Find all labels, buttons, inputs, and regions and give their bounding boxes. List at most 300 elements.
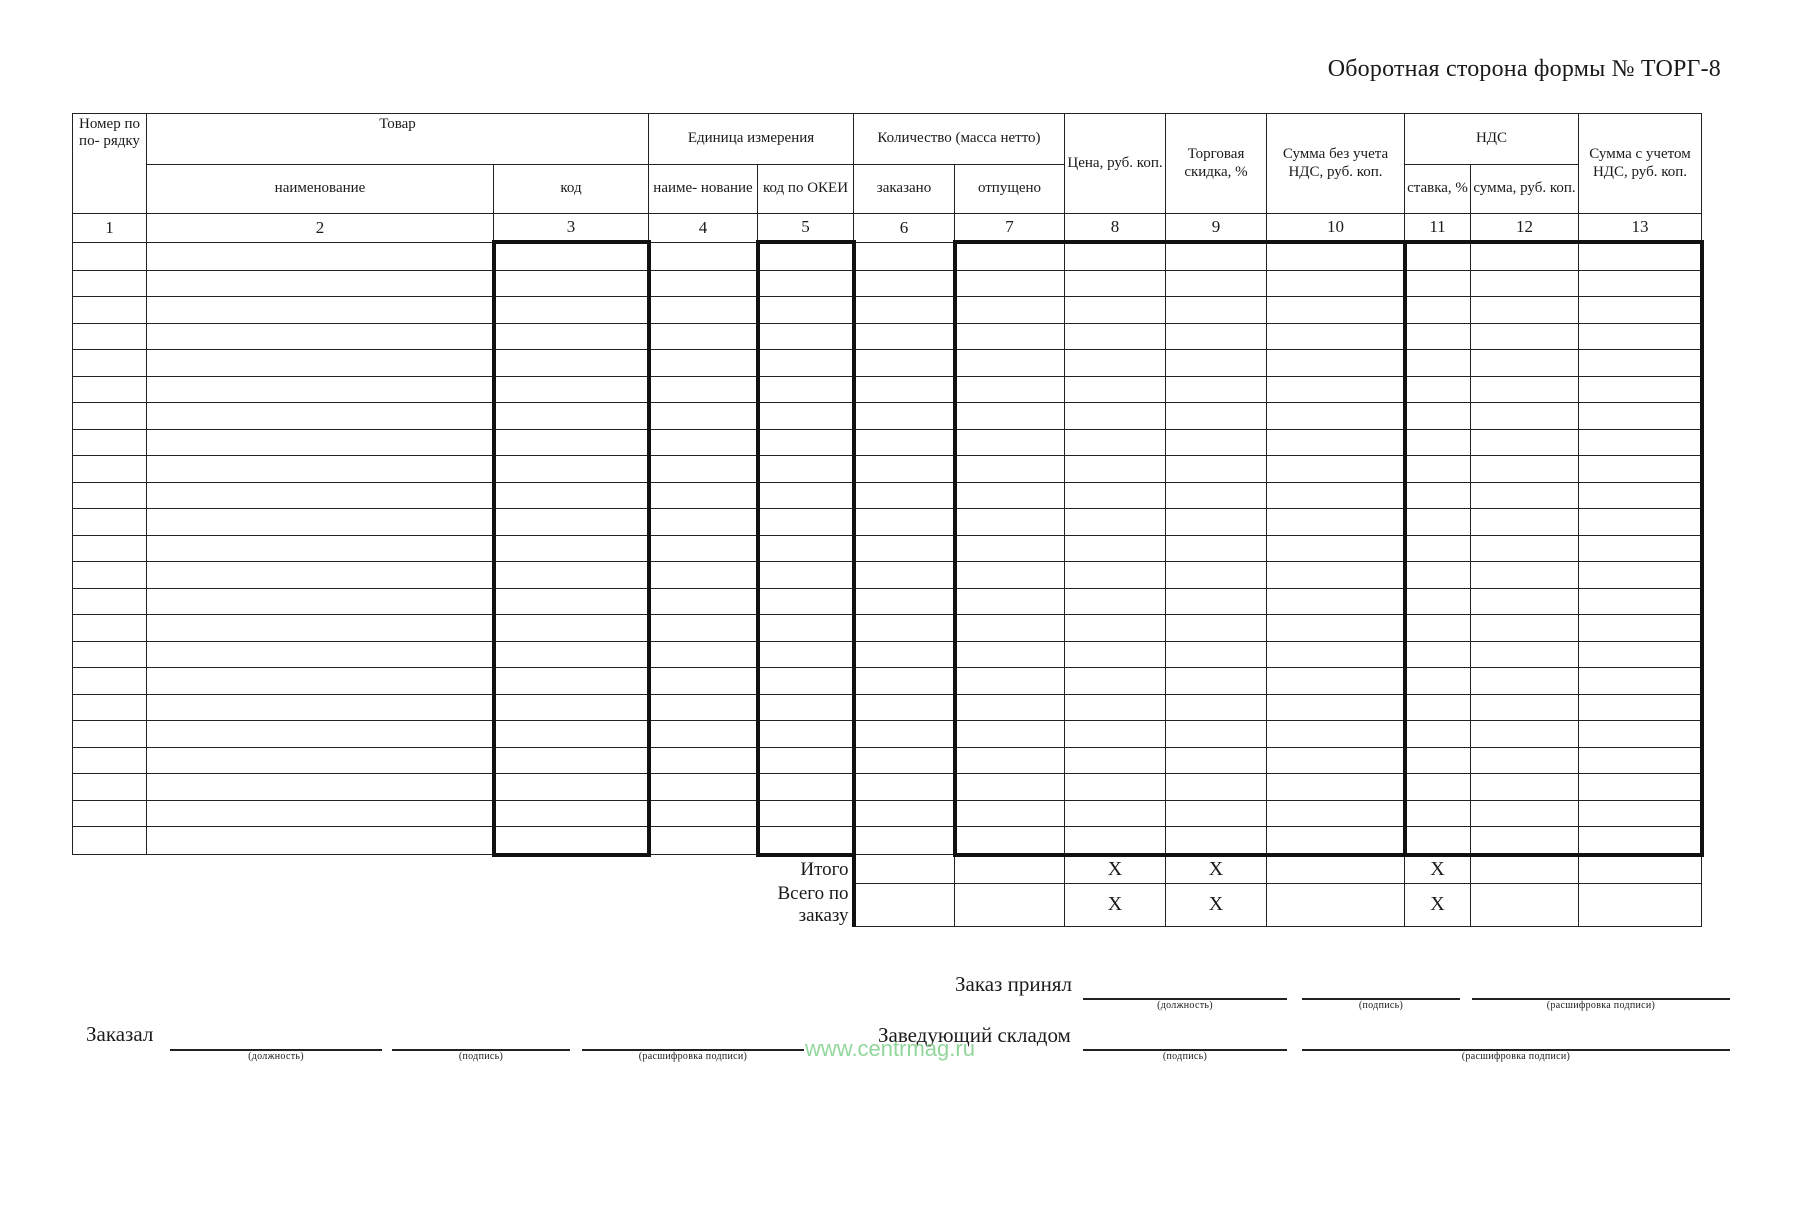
- table-cell[interactable]: [1471, 297, 1579, 324]
- table-cell[interactable]: [147, 694, 494, 721]
- table-cell[interactable]: [854, 800, 955, 827]
- table-cell[interactable]: [147, 535, 494, 562]
- table-cell[interactable]: [73, 242, 147, 270]
- table-cell[interactable]: [1166, 588, 1267, 615]
- table-cell[interactable]: [1166, 297, 1267, 324]
- table-cell[interactable]: [494, 429, 649, 456]
- total-released[interactable]: [955, 883, 1065, 927]
- table-cell[interactable]: [1471, 429, 1579, 456]
- table-cell[interactable]: [854, 827, 955, 855]
- table-cell[interactable]: [494, 297, 649, 324]
- table-cell[interactable]: [649, 694, 758, 721]
- table-cell[interactable]: [1267, 694, 1405, 721]
- table-cell[interactable]: [854, 668, 955, 695]
- table-cell[interactable]: [758, 429, 854, 456]
- table-cell[interactable]: [1166, 403, 1267, 430]
- table-cell[interactable]: [854, 323, 955, 350]
- table-cell[interactable]: [1471, 562, 1579, 589]
- table-cell[interactable]: [73, 800, 147, 827]
- table-cell[interactable]: [494, 641, 649, 668]
- table-cell[interactable]: [758, 641, 854, 668]
- table-cell[interactable]: [73, 721, 147, 748]
- table-cell[interactable]: [758, 721, 854, 748]
- table-cell[interactable]: [1267, 668, 1405, 695]
- table-cell[interactable]: [1579, 270, 1702, 297]
- table-cell[interactable]: [147, 641, 494, 668]
- table-cell[interactable]: [1166, 456, 1267, 483]
- table-cell[interactable]: [1065, 509, 1166, 536]
- table-cell[interactable]: [1166, 800, 1267, 827]
- table-cell[interactable]: [1065, 615, 1166, 642]
- table-cell[interactable]: [1166, 747, 1267, 774]
- table-cell[interactable]: [1166, 509, 1267, 536]
- table-cell[interactable]: [73, 694, 147, 721]
- table-cell[interactable]: [147, 376, 494, 403]
- table-cell[interactable]: [1405, 747, 1471, 774]
- table-cell[interactable]: [147, 323, 494, 350]
- table-cell[interactable]: [758, 562, 854, 589]
- table-cell[interactable]: [1405, 297, 1471, 324]
- table-cell[interactable]: [494, 721, 649, 748]
- table-cell[interactable]: [1267, 615, 1405, 642]
- table-cell[interactable]: [649, 827, 758, 855]
- table-cell[interactable]: [649, 242, 758, 270]
- table-cell[interactable]: [758, 827, 854, 855]
- table-cell[interactable]: [73, 403, 147, 430]
- table-cell[interactable]: [1166, 535, 1267, 562]
- table-cell[interactable]: [649, 641, 758, 668]
- table-cell[interactable]: [955, 588, 1065, 615]
- table-cell[interactable]: [1579, 694, 1702, 721]
- table-cell[interactable]: [1267, 350, 1405, 377]
- table-cell[interactable]: [1166, 641, 1267, 668]
- table-cell[interactable]: [1405, 270, 1471, 297]
- table-cell[interactable]: [494, 668, 649, 695]
- table-cell[interactable]: [1471, 588, 1579, 615]
- table-cell[interactable]: [1065, 668, 1166, 695]
- table-cell[interactable]: [1065, 242, 1166, 270]
- table-cell[interactable]: [955, 403, 1065, 430]
- table-cell[interactable]: [854, 429, 955, 456]
- table-cell[interactable]: [1471, 270, 1579, 297]
- table-cell[interactable]: [649, 747, 758, 774]
- table-cell[interactable]: [1471, 482, 1579, 509]
- table-cell[interactable]: [758, 376, 854, 403]
- table-cell[interactable]: [1405, 721, 1471, 748]
- table-cell[interactable]: [649, 668, 758, 695]
- table-cell[interactable]: [1267, 721, 1405, 748]
- table-cell[interactable]: [1405, 774, 1471, 801]
- table-cell[interactable]: [147, 509, 494, 536]
- table-cell[interactable]: [494, 403, 649, 430]
- table-cell[interactable]: [955, 535, 1065, 562]
- table-cell[interactable]: [1166, 376, 1267, 403]
- table-cell[interactable]: [73, 615, 147, 642]
- table-cell[interactable]: [758, 323, 854, 350]
- table-cell[interactable]: [147, 827, 494, 855]
- table-cell[interactable]: [494, 615, 649, 642]
- table-cell[interactable]: [955, 721, 1065, 748]
- table-cell[interactable]: [1065, 774, 1166, 801]
- table-cell[interactable]: [649, 774, 758, 801]
- table-cell[interactable]: [758, 482, 854, 509]
- table-cell[interactable]: [73, 562, 147, 589]
- table-cell[interactable]: [1579, 668, 1702, 695]
- table-cell[interactable]: [955, 509, 1065, 536]
- table-cell[interactable]: [854, 482, 955, 509]
- table-cell[interactable]: [758, 509, 854, 536]
- table-cell[interactable]: [758, 747, 854, 774]
- table-cell[interactable]: [1267, 747, 1405, 774]
- table-cell[interactable]: [494, 376, 649, 403]
- table-cell[interactable]: [494, 482, 649, 509]
- table-cell[interactable]: [1267, 774, 1405, 801]
- table-cell[interactable]: [955, 297, 1065, 324]
- table-cell[interactable]: [1267, 482, 1405, 509]
- table-cell[interactable]: [649, 376, 758, 403]
- table-cell[interactable]: [1065, 429, 1166, 456]
- table-cell[interactable]: [1405, 403, 1471, 430]
- table-cell[interactable]: [147, 482, 494, 509]
- table-cell[interactable]: [649, 588, 758, 615]
- table-cell[interactable]: [1065, 747, 1166, 774]
- table-cell[interactable]: [494, 694, 649, 721]
- table-cell[interactable]: [1267, 456, 1405, 483]
- table-cell[interactable]: [649, 535, 758, 562]
- subtotal-vat-sum[interactable]: [1471, 855, 1579, 884]
- table-cell[interactable]: [1065, 800, 1166, 827]
- table-cell[interactable]: [1166, 827, 1267, 855]
- table-cell[interactable]: [1471, 323, 1579, 350]
- total-ordered[interactable]: [854, 883, 955, 927]
- table-cell[interactable]: [649, 482, 758, 509]
- table-cell[interactable]: [1166, 668, 1267, 695]
- table-cell[interactable]: [649, 456, 758, 483]
- table-cell[interactable]: [1267, 827, 1405, 855]
- table-cell[interactable]: [955, 747, 1065, 774]
- table-cell[interactable]: [1579, 350, 1702, 377]
- table-cell[interactable]: [73, 323, 147, 350]
- table-cell[interactable]: [649, 800, 758, 827]
- table-cell[interactable]: [147, 615, 494, 642]
- table-cell[interactable]: [1471, 350, 1579, 377]
- table-cell[interactable]: [1065, 694, 1166, 721]
- table-cell[interactable]: [1166, 482, 1267, 509]
- table-cell[interactable]: [494, 323, 649, 350]
- table-cell[interactable]: [494, 350, 649, 377]
- table-cell[interactable]: [1065, 535, 1166, 562]
- table-cell[interactable]: [758, 535, 854, 562]
- table-cell[interactable]: [854, 350, 955, 377]
- table-cell[interactable]: [955, 827, 1065, 855]
- table-cell[interactable]: [1267, 376, 1405, 403]
- table-cell[interactable]: [1579, 588, 1702, 615]
- table-cell[interactable]: [955, 482, 1065, 509]
- table-cell[interactable]: [147, 588, 494, 615]
- table-cell[interactable]: [73, 376, 147, 403]
- table-cell[interactable]: [494, 588, 649, 615]
- table-cell[interactable]: [1267, 509, 1405, 536]
- total-sum-with-vat[interactable]: [1579, 883, 1702, 927]
- table-cell[interactable]: [1405, 242, 1471, 270]
- table-cell[interactable]: [1065, 721, 1166, 748]
- table-cell[interactable]: [73, 774, 147, 801]
- table-cell[interactable]: [758, 615, 854, 642]
- table-cell[interactable]: [1405, 429, 1471, 456]
- table-cell[interactable]: [649, 721, 758, 748]
- table-cell[interactable]: [854, 615, 955, 642]
- table-cell[interactable]: [758, 270, 854, 297]
- table-cell[interactable]: [1405, 535, 1471, 562]
- table-cell[interactable]: [1471, 800, 1579, 827]
- table-cell[interactable]: [1579, 509, 1702, 536]
- table-cell[interactable]: [1267, 270, 1405, 297]
- table-cell[interactable]: [1579, 800, 1702, 827]
- table-cell[interactable]: [1065, 827, 1166, 855]
- table-cell[interactable]: [1065, 456, 1166, 483]
- table-cell[interactable]: [854, 721, 955, 748]
- table-cell[interactable]: [1579, 323, 1702, 350]
- table-cell[interactable]: [1267, 800, 1405, 827]
- table-cell[interactable]: [758, 350, 854, 377]
- table-cell[interactable]: [1579, 376, 1702, 403]
- table-cell[interactable]: [1065, 376, 1166, 403]
- table-cell[interactable]: [1065, 588, 1166, 615]
- table-cell[interactable]: [649, 270, 758, 297]
- table-cell[interactable]: [1471, 694, 1579, 721]
- table-cell[interactable]: [1579, 827, 1702, 855]
- table-cell[interactable]: [1471, 376, 1579, 403]
- table-cell[interactable]: [73, 509, 147, 536]
- subtotal-sum-no-vat[interactable]: [1267, 855, 1405, 884]
- table-cell[interactable]: [1267, 242, 1405, 270]
- table-cell[interactable]: [73, 827, 147, 855]
- table-cell[interactable]: [649, 350, 758, 377]
- table-cell[interactable]: [147, 721, 494, 748]
- total-vat-sum[interactable]: [1471, 883, 1579, 927]
- table-cell[interactable]: [73, 482, 147, 509]
- table-cell[interactable]: [494, 774, 649, 801]
- table-cell[interactable]: [147, 270, 494, 297]
- table-cell[interactable]: [955, 562, 1065, 589]
- table-cell[interactable]: [955, 376, 1065, 403]
- table-cell[interactable]: [1267, 429, 1405, 456]
- table-cell[interactable]: [1065, 562, 1166, 589]
- table-cell[interactable]: [73, 588, 147, 615]
- table-cell[interactable]: [1471, 242, 1579, 270]
- table-cell[interactable]: [147, 456, 494, 483]
- table-cell[interactable]: [1166, 429, 1267, 456]
- table-cell[interactable]: [854, 774, 955, 801]
- table-cell[interactable]: [73, 429, 147, 456]
- table-cell[interactable]: [1405, 827, 1471, 855]
- total-sum-no-vat[interactable]: [1267, 883, 1405, 927]
- table-cell[interactable]: [1166, 562, 1267, 589]
- table-cell[interactable]: [1065, 350, 1166, 377]
- table-cell[interactable]: [649, 562, 758, 589]
- table-cell[interactable]: [854, 297, 955, 324]
- table-cell[interactable]: [1065, 403, 1166, 430]
- table-cell[interactable]: [1579, 482, 1702, 509]
- table-cell[interactable]: [1065, 323, 1166, 350]
- table-cell[interactable]: [1166, 694, 1267, 721]
- table-cell[interactable]: [1405, 562, 1471, 589]
- table-cell[interactable]: [854, 588, 955, 615]
- table-cell[interactable]: [494, 456, 649, 483]
- table-cell[interactable]: [955, 641, 1065, 668]
- table-cell[interactable]: [147, 297, 494, 324]
- table-cell[interactable]: [955, 615, 1065, 642]
- table-cell[interactable]: [73, 668, 147, 695]
- table-cell[interactable]: [1166, 323, 1267, 350]
- table-cell[interactable]: [147, 800, 494, 827]
- table-cell[interactable]: [494, 242, 649, 270]
- table-cell[interactable]: [494, 747, 649, 774]
- subtotal-sum-with-vat[interactable]: [1579, 855, 1702, 884]
- table-cell[interactable]: [955, 694, 1065, 721]
- table-cell[interactable]: [494, 270, 649, 297]
- table-cell[interactable]: [854, 270, 955, 297]
- table-cell[interactable]: [494, 827, 649, 855]
- table-cell[interactable]: [649, 403, 758, 430]
- table-cell[interactable]: [1267, 588, 1405, 615]
- table-cell[interactable]: [854, 509, 955, 536]
- table-cell[interactable]: [649, 323, 758, 350]
- table-cell[interactable]: [1471, 721, 1579, 748]
- table-cell[interactable]: [1405, 641, 1471, 668]
- table-cell[interactable]: [1166, 242, 1267, 270]
- table-cell[interactable]: [147, 403, 494, 430]
- table-cell[interactable]: [854, 456, 955, 483]
- table-cell[interactable]: [73, 535, 147, 562]
- table-cell[interactable]: [73, 270, 147, 297]
- table-cell[interactable]: [1405, 482, 1471, 509]
- table-cell[interactable]: [1405, 694, 1471, 721]
- table-cell[interactable]: [1579, 403, 1702, 430]
- table-cell[interactable]: [1267, 323, 1405, 350]
- table-cell[interactable]: [1166, 350, 1267, 377]
- table-cell[interactable]: [649, 297, 758, 324]
- table-cell[interactable]: [494, 509, 649, 536]
- table-cell[interactable]: [758, 403, 854, 430]
- table-cell[interactable]: [73, 297, 147, 324]
- table-cell[interactable]: [494, 800, 649, 827]
- table-cell[interactable]: [1579, 721, 1702, 748]
- table-cell[interactable]: [1471, 747, 1579, 774]
- table-cell[interactable]: [147, 562, 494, 589]
- table-cell[interactable]: [649, 615, 758, 642]
- table-cell[interactable]: [1065, 482, 1166, 509]
- table-cell[interactable]: [955, 323, 1065, 350]
- table-cell[interactable]: [758, 694, 854, 721]
- table-cell[interactable]: [1267, 562, 1405, 589]
- table-cell[interactable]: [147, 747, 494, 774]
- table-cell[interactable]: [1166, 615, 1267, 642]
- table-cell[interactable]: [758, 456, 854, 483]
- table-cell[interactable]: [1405, 800, 1471, 827]
- table-cell[interactable]: [1579, 429, 1702, 456]
- table-cell[interactable]: [1579, 242, 1702, 270]
- table-cell[interactable]: [758, 774, 854, 801]
- table-cell[interactable]: [854, 562, 955, 589]
- table-cell[interactable]: [73, 456, 147, 483]
- table-cell[interactable]: [854, 694, 955, 721]
- table-cell[interactable]: [1579, 641, 1702, 668]
- table-cell[interactable]: [1579, 562, 1702, 589]
- table-cell[interactable]: [1471, 615, 1579, 642]
- table-cell[interactable]: [758, 242, 854, 270]
- table-cell[interactable]: [1471, 403, 1579, 430]
- table-cell[interactable]: [1579, 615, 1702, 642]
- table-cell[interactable]: [1405, 376, 1471, 403]
- table-cell[interactable]: [1471, 668, 1579, 695]
- table-cell[interactable]: [1065, 270, 1166, 297]
- table-cell[interactable]: [955, 242, 1065, 270]
- table-cell[interactable]: [854, 242, 955, 270]
- table-cell[interactable]: [955, 774, 1065, 801]
- table-cell[interactable]: [854, 535, 955, 562]
- table-cell[interactable]: [1405, 615, 1471, 642]
- table-cell[interactable]: [854, 376, 955, 403]
- table-cell[interactable]: [649, 429, 758, 456]
- table-cell[interactable]: [854, 641, 955, 668]
- table-cell[interactable]: [1579, 747, 1702, 774]
- table-cell[interactable]: [1405, 323, 1471, 350]
- table-cell[interactable]: [494, 535, 649, 562]
- table-cell[interactable]: [758, 588, 854, 615]
- table-cell[interactable]: [955, 350, 1065, 377]
- table-cell[interactable]: [147, 242, 494, 270]
- table-cell[interactable]: [758, 297, 854, 324]
- table-cell[interactable]: [147, 429, 494, 456]
- table-cell[interactable]: [1405, 456, 1471, 483]
- table-cell[interactable]: [1471, 774, 1579, 801]
- table-cell[interactable]: [854, 747, 955, 774]
- table-cell[interactable]: [73, 641, 147, 668]
- table-cell[interactable]: [494, 562, 649, 589]
- table-cell[interactable]: [147, 350, 494, 377]
- table-cell[interactable]: [1166, 270, 1267, 297]
- table-cell[interactable]: [1405, 588, 1471, 615]
- table-cell[interactable]: [1471, 456, 1579, 483]
- table-cell[interactable]: [1579, 297, 1702, 324]
- table-cell[interactable]: [1579, 456, 1702, 483]
- table-cell[interactable]: [1471, 509, 1579, 536]
- table-cell[interactable]: [1267, 403, 1405, 430]
- subtotal-ordered[interactable]: [854, 855, 955, 884]
- table-cell[interactable]: [758, 668, 854, 695]
- table-cell[interactable]: [649, 509, 758, 536]
- table-cell[interactable]: [854, 403, 955, 430]
- table-cell[interactable]: [147, 774, 494, 801]
- table-cell[interactable]: [1166, 774, 1267, 801]
- table-cell[interactable]: [1065, 641, 1166, 668]
- table-cell[interactable]: [955, 668, 1065, 695]
- table-cell[interactable]: [1267, 641, 1405, 668]
- table-cell[interactable]: [147, 668, 494, 695]
- table-cell[interactable]: [1065, 297, 1166, 324]
- table-cell[interactable]: [1166, 721, 1267, 748]
- table-cell[interactable]: [955, 270, 1065, 297]
- table-cell[interactable]: [1471, 641, 1579, 668]
- table-cell[interactable]: [73, 747, 147, 774]
- table-cell[interactable]: [955, 429, 1065, 456]
- table-cell[interactable]: [1267, 535, 1405, 562]
- table-cell[interactable]: [1267, 297, 1405, 324]
- table-cell[interactable]: [73, 350, 147, 377]
- table-cell[interactable]: [1471, 535, 1579, 562]
- table-cell[interactable]: [955, 456, 1065, 483]
